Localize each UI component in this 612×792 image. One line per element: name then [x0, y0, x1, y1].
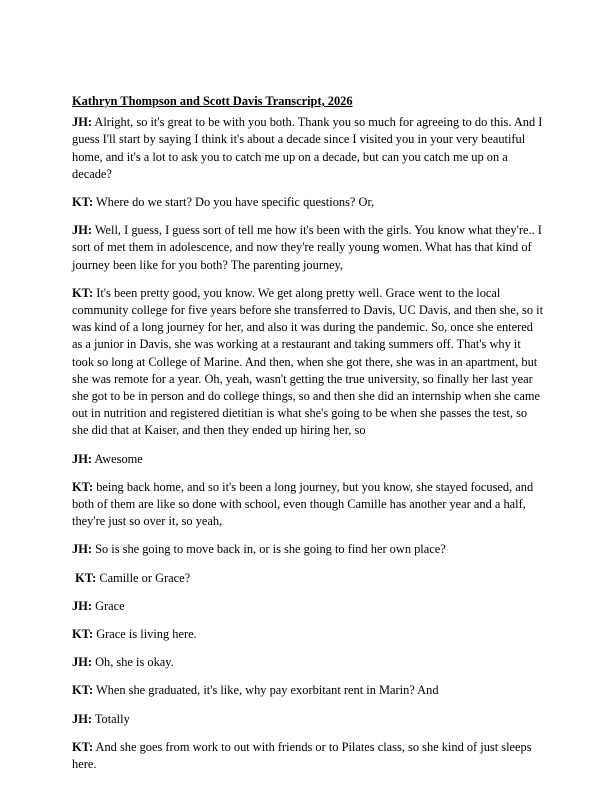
turn-text: Grace is living here.	[96, 627, 197, 642]
speaker-label: KT:	[72, 683, 94, 698]
turn-text: Grace	[95, 598, 125, 613]
transcript-turn	[72, 598, 544, 615]
turn-text: And she goes from work to out with friends or to Pilates class, so she kind of just sleeps here.	[72, 739, 532, 772]
transcript-turn	[72, 541, 544, 558]
transcript-turn	[72, 626, 544, 643]
speaker-label: JH:	[72, 655, 92, 670]
transcript-turn	[72, 114, 544, 183]
speaker-label: KT:	[75, 570, 97, 585]
transcript-turn	[72, 682, 544, 699]
transcript-page	[72, 93, 544, 784]
turn-text: It's been pretty good, you know. We get along pretty well. Grace went to the local community college for five years before she transferred to Davis, UC Davis, and then she, so it was kind of a long journey for her, and also it was during the pandemic. So, once she entered as a junior in Davis, she was working at a restaurant and taking summers off. That's why it took so long at College of Marine. And then, when she got there, she was in an apartment, but she was remote for a year. Oh, yeah, wasn't getting the true university, so finally her last year she got to be in person and do college things, so and then she did an internship when she came out in nutrition and registered dietitian is what she's going to be when she passes the test, so she did that at Kaiser, and then they ended up hiring her, so	[72, 285, 544, 438]
transcript-turn	[72, 451, 544, 468]
speaker-label: KT:	[72, 479, 94, 494]
turn-text: Alright, so it's great to be with you both. Thank you so much for agreeing to do this. And I guess I'll start by saying I think it's about a decade since I visited you in your very beautiful home, and it's a lot to ask you to catch me up on a decade, but can you catch me up on a decade?	[72, 115, 543, 181]
speaker-label: JH:	[72, 451, 92, 466]
turn-text: Where do we start? Do you have specific questions? Or,	[95, 195, 375, 210]
transcript-turn	[72, 654, 544, 671]
transcript-turn	[72, 194, 544, 211]
turn-text: Totally	[94, 711, 130, 726]
speaker-label: KT:	[72, 195, 94, 210]
speaker-label: KT:	[72, 739, 94, 754]
transcript-turn	[72, 222, 544, 274]
turn-text: Oh, she is okay.	[95, 655, 174, 670]
speaker-label: KT:	[72, 285, 94, 300]
transcript-turn	[72, 479, 544, 531]
transcript-turn	[72, 285, 544, 440]
transcript-turn	[72, 570, 544, 587]
speaker-label: JH:	[72, 542, 92, 557]
speaker-label: JH:	[72, 115, 92, 130]
turn-text: Well, I guess, I guess sort of tell me how it's been with the girls. You know what they're.. I sort of met them in adolescence, and now they're really young women. What has that kind of journey been like for you both? The parenting journey,	[72, 223, 542, 272]
turn-text: When she graduated, it's like, why pay exorbitant rent in Marin? And	[95, 683, 439, 698]
speaker-label: JH:	[72, 711, 92, 726]
turn-text: being back home, and so it's been a long journey, but you know, she stayed focused, and both of them are like so done with school, even though Camille has another year and a half, they're just so over it, so yeah,	[72, 479, 534, 529]
transcript-turn	[72, 739, 544, 773]
document-title: Kathryn Thompson and Scott Davis Transcript, 2026	[72, 94, 353, 108]
speaker-label: JH:	[72, 598, 92, 613]
speaker-label: KT:	[72, 627, 94, 642]
turn-text: Awesome	[94, 451, 143, 466]
turn-text: Camille or Grace?	[99, 570, 191, 585]
turn-text: So is she going to move back in, or is she going to find her own place?	[95, 542, 446, 557]
speaker-label: JH:	[72, 223, 92, 238]
transcript-turn	[72, 711, 544, 728]
